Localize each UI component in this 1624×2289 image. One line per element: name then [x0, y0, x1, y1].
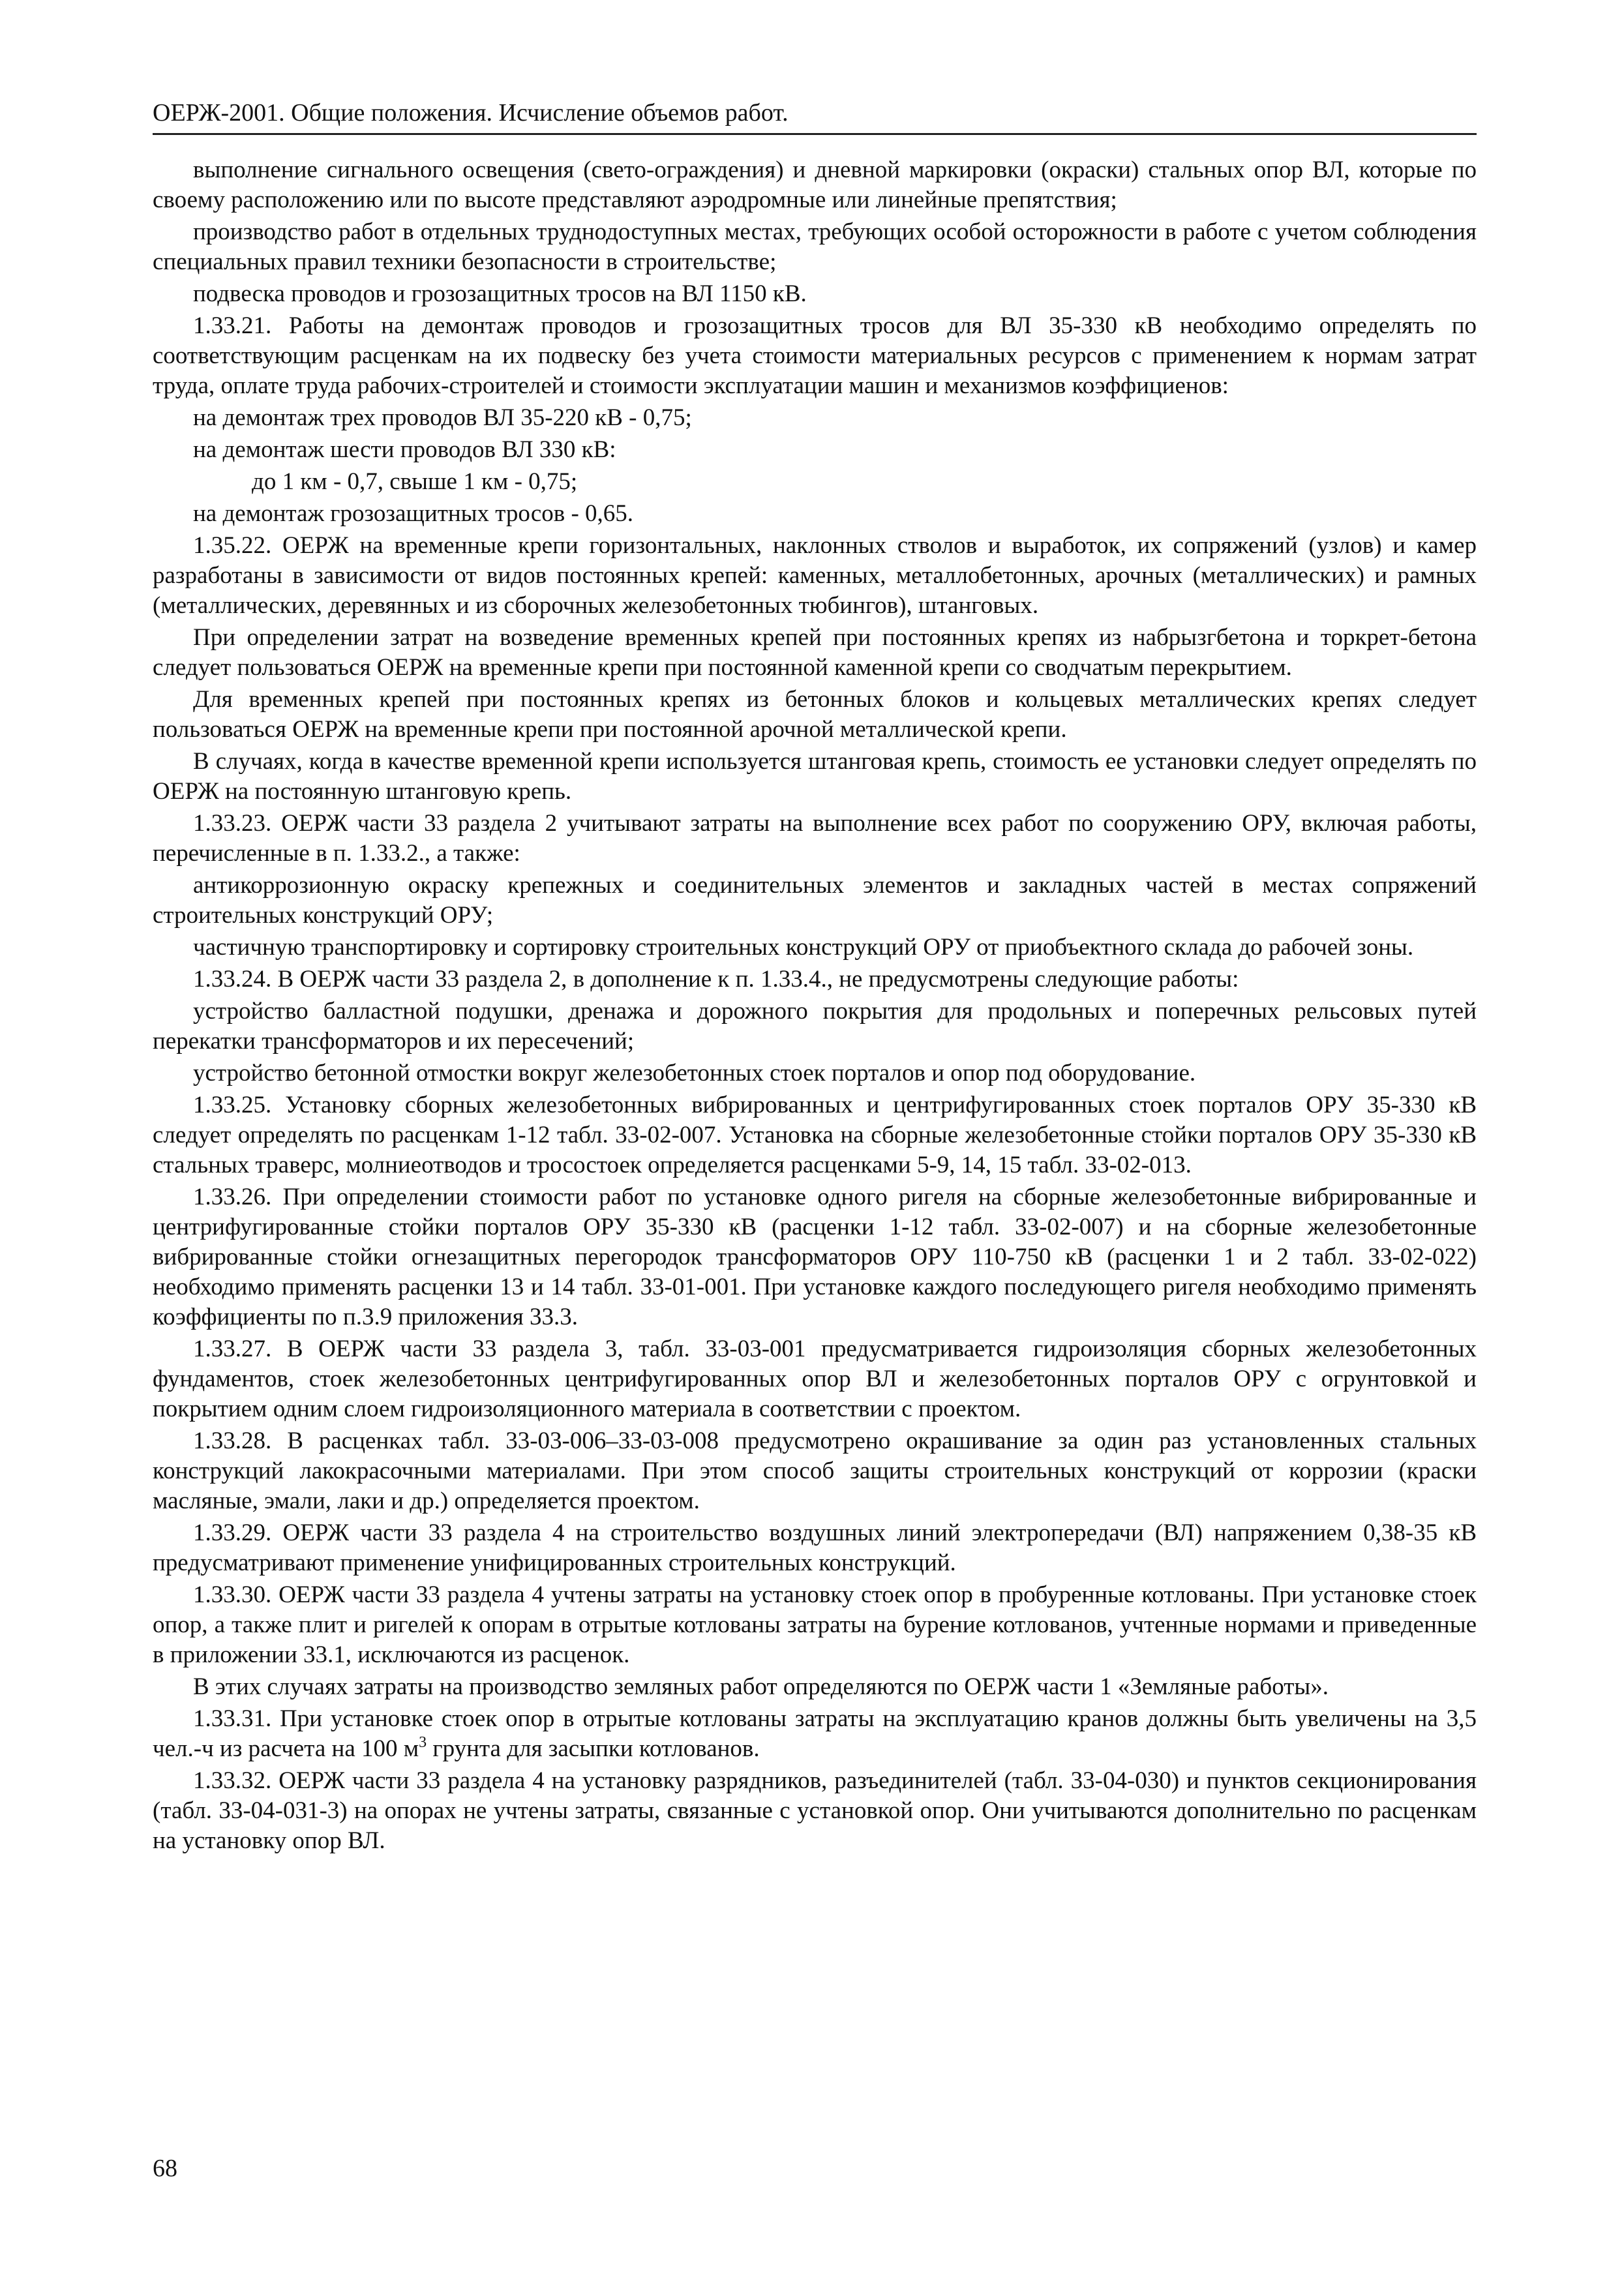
page-body — [153, 155, 1477, 1858]
body-paragraph: 1.33.28. В расценках табл. 33-03-006–33-03-008 предусмотрено окрашивание за один раз установленных стальных конструкций лакокрасочными материалами. При этом способ защиты строительных конструкций от коррозии (краски масляные, эмали, лаки и др.) определяется проектом. — [153, 1428, 1477, 1514]
page-number: 68 — [153, 2155, 177, 2182]
paragraph-text: 1.33.31. При установке стоек опор в отрытые котлованы затраты на эксплуатацию кранов должны быть увеличены на 3,5 чел.-ч из расчета на 100 м — [153, 1705, 1477, 1762]
body-paragraph: 1.33.30. ОЕРЖ части 33 раздела 4 учтены затраты на установку стоек опор в пробуренные котлованы. При установке стоек опор, а также плит и ригелей к опорам в отрытые котлованы затраты на бурение котлованов, учтенные нормами и приведенные в приложении 33.1, исключаются из расценок. — [153, 1581, 1477, 1668]
body-paragraph: 1.33.23. ОЕРЖ части 33 раздела 2 учитывают затраты на выполнение всех работ по сооружению ОРУ, включая работы, перечисленные в п. 1.33.2., а также: — [153, 810, 1477, 867]
body-paragraph: Для временных крепей при постоянных крепях из бетонных блоков и кольцевых металлических крепях следует пользоваться ОЕРЖ на временные крепи при постоянной арочной металлической крепи. — [153, 686, 1477, 743]
list-item: частичную транспортировку и сортировку строительных конструкций ОРУ от приобъектного склада до рабочей зоны. — [193, 934, 1414, 961]
list-item: на демонтаж грозозащитных тросов - 0,65. — [193, 500, 634, 527]
list-item: на демонтаж трех проводов ВЛ 35-220 кВ - 0,75; — [193, 404, 692, 431]
body-paragraph: 1.33.26. При определении стоимости работ по установке одного ригеля на сборные железобетонные вибрированные и центрифугированные стойки порталов ОРУ 35-330 кВ (расценки 1-12 табл. 33-02-007) и на сборные железобетонные вибрированные стойки огнезащитных перегородок трансформаторов ОРУ 110-750 кВ (расценки 1 и 2 табл. 33-02-022) необходимо применять расценки 13 и 14 табл. 33-01-001. При установке каждого последующего ригеля необходимо применять коэффициенты по п.3.9 приложения 33.3. — [153, 1184, 1477, 1330]
body-paragraph: производство работ в отдельных труднодоступных местах, требующих особой осторожности в работе с учетом соблюдения специальных правил техники безопасности в строительстве; — [153, 218, 1477, 275]
body-paragraph: 1.33.27. В ОЕРЖ части 33 раздела 3, табл. 33-03-001 предусматривается гидроизоляция сборных железобетонных фундаментов, стоек железобетонных центрифугированных опор ВЛ и железобетонных порталов ОРУ с огрунтовкой и покрытием одним слоем гидроизоляционного материала в соответствии с проектом. — [153, 1336, 1477, 1422]
body-paragraph: подвеска проводов и грозозащитных тросов на ВЛ 1150 кВ. — [193, 280, 807, 307]
body-paragraph: В случаях, когда в качестве временной крепи используется штанговая крепь, стоимость ее установки следует определять по ОЕРЖ на постоянную штанговую крепь. — [153, 748, 1477, 805]
body-paragraph: 1.33.24. В ОЕРЖ части 33 раздела 2, в дополнение к п. 1.33.4., не предусмотрены следующие работы: — [193, 966, 1239, 993]
running-header: ОЕРЖ-2001. Общие положения. Исчисление объемов работ. — [153, 97, 1477, 135]
body-paragraph: 1.33.32. ОЕРЖ части 33 раздела 4 на установку разрядников, разъединителей (табл. 33-04-030) и пунктов секционирования (табл. 33-04-031-3) на опорах не учтены затраты, связанные с установкой опор. Они учитываются дополнительно по расценкам на установку опор ВЛ. — [153, 1767, 1477, 1854]
body-paragraph: 1.35.22. ОЕРЖ на временные крепи горизонтальных, наклонных стволов и выработок, их сопряжений (узлов) и камер разработаны в зависимости от видов постоянных крепей: каменных, металлобетонных, арочных (металлических) и рамных (металлических, деревянных и из сборочных железобетонных тюбингов), штанговых. — [153, 532, 1477, 619]
list-item: устройство балластной подушки, дренажа и дорожного покрытия для продольных и поперечных рельсовых путей перекатки трансформаторов и их пересечений; — [153, 998, 1477, 1055]
list-item: антикоррозионную окраску крепежных и соединительных элементов и закладных частей в местах сопряжений строительных конструкций ОРУ; — [153, 872, 1477, 929]
body-paragraph: В этих случаях затраты на производство земляных работ определяются по ОЕРЖ части 1 «Земляные работы». — [193, 1673, 1329, 1700]
body-paragraph: При определении затрат на возведение временных крепей при постоянных крепях из набрызгбетона и торкрет-бетона следует пользоваться ОЕРЖ на временные крепи при постоянной каменной крепи со сводчатым перекрытием. — [153, 624, 1477, 681]
paragraph-text: грунта для засыпки котлованов. — [427, 1735, 760, 1762]
list-item: устройство бетонной отмостки вокруг железобетонных стоек порталов и опор под оборудование. — [193, 1060, 1196, 1086]
body-paragraph — [153, 1704, 1477, 1764]
superscript: 3 — [419, 1734, 427, 1751]
sub-list-item: до 1 км - 0,7, свыше 1 км - 0,75; — [252, 468, 578, 495]
body-paragraph: 1.33.25. Установку сборных железобетонных вибрированных и центрифугированных стоек порталов ОРУ 35-330 кВ следует определять по расценкам 1-12 табл. 33-02-007. Установка на сборные железобетонные стойки порталов ОРУ 35-330 кВ стальных траверс, молниеотводов и тросостоек определяется расценками 5-9, 14, 15 табл. 33-02-013. — [153, 1092, 1477, 1178]
body-paragraph: 1.33.29. ОЕРЖ части 33 раздела 4 на строительство воздушных линий электропередачи (ВЛ) напряжением 0,38-35 кВ предусматривают применение унифицированных строительных конструкций. — [153, 1519, 1477, 1576]
list-item: на демонтаж шести проводов ВЛ 330 кВ: — [193, 436, 616, 463]
body-paragraph: выполнение сигнального освещения (свето-ограждения) и дневной маркировки (окраски) стальных опор ВЛ, которые по своему расположению или по высоте представляют аэродромные или линейные препятствия; — [153, 157, 1477, 213]
body-paragraph: 1.33.21. Работы на демонтаж проводов и грозозащитных тросов для ВЛ 35-330 кВ необходимо определять по соответствующим расценкам на их подвеску без учета стоимости материальных ресурсов с применением к нормам затрат труда, оплате труда рабочих-строителей и стоимости эксплуатации машин и механизмов коэффициенов: — [153, 312, 1477, 399]
